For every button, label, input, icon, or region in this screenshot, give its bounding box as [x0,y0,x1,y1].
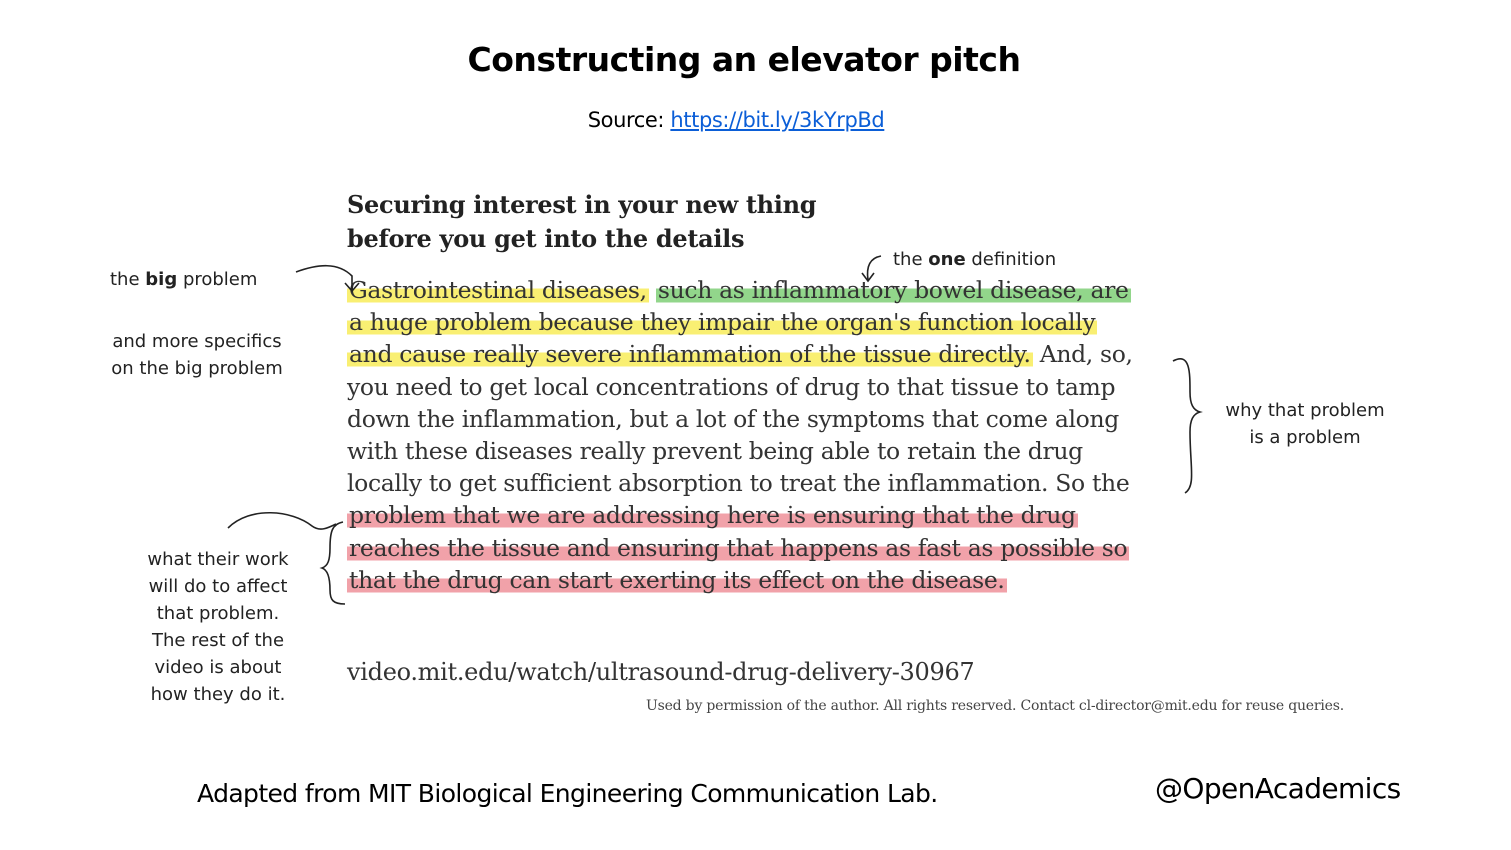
footer-attribution: Adapted from MIT Biological Engineering Communication Lab. [197,779,938,808]
highlight-yellow: and cause really severe inflammation of the tissue directly. [349,340,1031,369]
excerpt-text: down the inflammation, but a lot of the symptoms that come along [347,404,1119,433]
excerpt-text: you need to get local concentrations of drug to that tissue to tamp [347,372,1116,401]
excerpt-text: with these diseases really prevent being able to retain the drug [347,437,1083,466]
arrow-one-definition [862,256,881,281]
annotation-line: that problem. [156,603,280,624]
brace-their-work [322,522,345,604]
highlight-red: problem that we are addressing here is ensuring that the drug [349,501,1076,530]
permission-notice: Used by permission of the author. All rights reserved. Contact cl-director@mit.edu for reuse queries. [646,698,1344,714]
excerpt-heading-line: before you get into the details [347,224,745,253]
highlight-red: reaches the tissue and ensuring that happens as fast as possible so [349,533,1128,562]
annotation-line: The rest of the [151,630,285,651]
source-link[interactable]: https://bit.ly/3kYrpBd [670,108,885,132]
annotation-line: on the big problem [111,358,283,379]
connector-their-work [228,513,336,529]
footer-handle: @OpenAcademics [1155,772,1401,805]
annotation-line: how they do it. [150,684,286,705]
annotation-line: is a problem [1249,427,1361,448]
annotation-line: what their work [147,549,289,570]
annotation-line: why that problem [1225,400,1385,421]
excerpt-text: locally to get sufficient absorption to treat the inflammation. So the [347,469,1130,498]
annotation-line: and more specifics [112,331,282,352]
video-url: video.mit.edu/watch/ultrasound-drug-delivery-30967 [347,658,975,686]
brace-why-problem [1173,359,1200,493]
slide-title: Constructing an elevator pitch [467,40,1021,79]
annotation-line: will do to affect [148,576,288,597]
annotation-emphasis: one [928,249,966,270]
annotation-text: definition [965,249,1057,270]
excerpt-heading-line: Securing interest in your new thing [347,190,817,219]
highlight-red: that the drug can start exerting its effect on the disease. [349,565,1005,594]
annotation-text: problem [177,269,258,290]
excerpt-text: And, so, [1032,340,1133,369]
annotation-line: video is about [154,657,282,678]
highlight-yellow: Gastrointestinal diseases, [349,276,647,304]
source-label: Source: [587,108,671,132]
arrow-big-problem [296,266,359,291]
highlight-green: such as inflammatory bowel disease, are [657,276,1129,304]
annotation-text: the [110,269,146,290]
annotation-text: the [893,249,929,270]
annotation-emphasis: big [145,269,178,290]
highlight-yellow: a huge problem because they impair the organ's function locally [349,308,1096,337]
